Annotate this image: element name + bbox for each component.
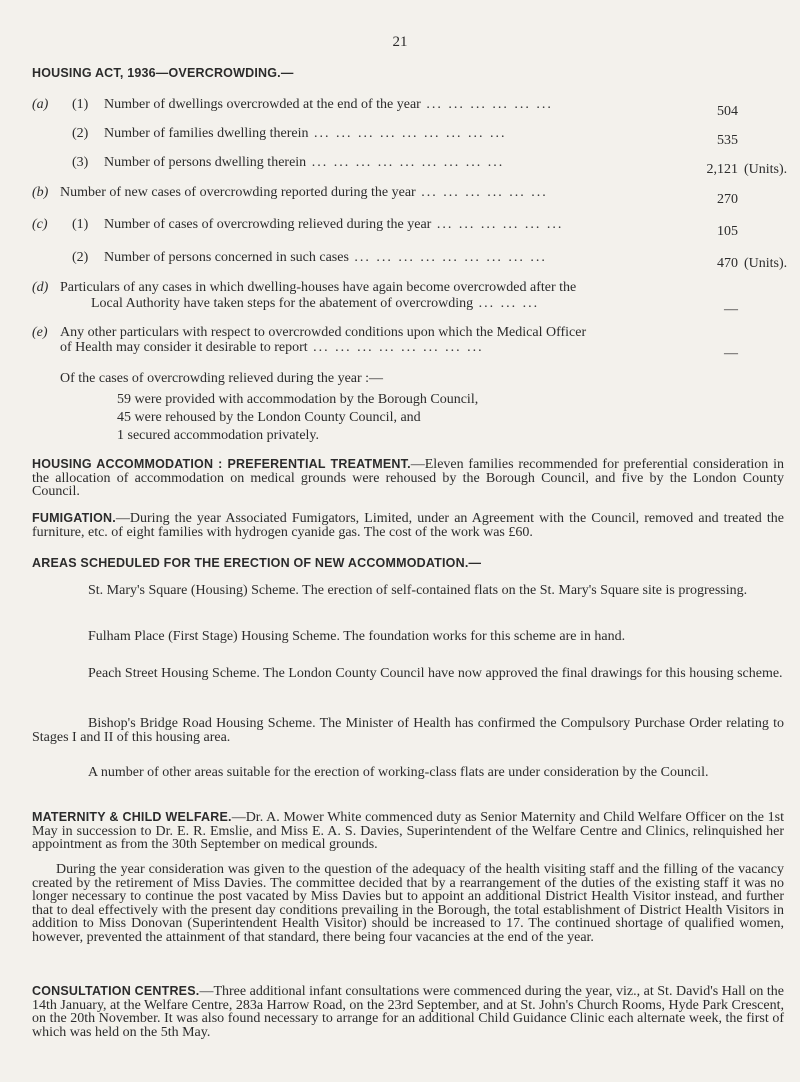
maternity-paragraph-2: During the year consideration was given to the question of the adequacy of the health visiting staff and the filling of the vacancy created by the retirement of Miss Davies. The committee decided that by a rearrangement of the duties of the existing staff it was no longer necessary to continue the post vacated by Miss Davies but to appoint an additional District Health Visitor instead, and further that to deal effectively with the present day conditions prevailing in the Borough, the total establishment of District Health Visitors in addition to Miss Donovan (Superintendent Health Visitor) should be increased to 17. The continued shortage of qualified women, however, prevented the attainment of that standard, there being four vacancies at the end of the year. [32, 862, 784, 945]
item-unit: (Units). [744, 256, 788, 271]
item-letter: (a) [32, 97, 49, 112]
item-text-line2: Local Authority have taken steps for the abatement of overcrowding ... ... ... [91, 296, 540, 311]
item-text: Number of persons concerned in such cases ... ... ... ... ... ... ... ... ... [104, 250, 547, 265]
item-number: (3) [72, 155, 89, 170]
maternity-body: —Dr. A. Mower White commenced duty as Senior Maternity and Child Welfare Officer on the 1st May in succession to Dr. E. R. Emslie, and Miss E. A. S. Davies, Superintendent of the Welfare Centre and Clinics, relinquished her appointment as from the 30th September on medical grounds. [32, 810, 784, 852]
fumigation-paragraph [32, 512, 784, 539]
item-text-line2: of Health may consider it desirable to report ... ... ... ... ... ... ... ... [60, 340, 484, 355]
areas-paragraph: A number of other areas suitable for the erection of working-class flats are under consideration by the Council. [88, 765, 709, 780]
item-value: 470 [717, 256, 738, 271]
item-letter: (d) [32, 280, 49, 295]
preferential-body: —Eleven families recommended for preferential consideration in the allocation of accommodation on medical grounds were rehoused by the Borough Council, and five by the London County Council. [32, 457, 784, 499]
item-letter: (b) [32, 185, 49, 200]
fumigation-body: —During the year Associated Fumigators, Limited, under an Agreement with the Council, removed and treated the furniture, etc. of eight families with hydrogen cyanide gas. The cost of the work was £60. [32, 511, 784, 540]
page-number: 21 [392, 34, 408, 50]
preferential-paragraph [32, 458, 784, 499]
areas-paragraph: Peach Street Housing Scheme. The London County Council have now approved the final drawings for this housing scheme. [88, 666, 783, 681]
item-text: Number of persons dwelling therein ... ... ... ... ... ... ... ... ... [104, 155, 505, 170]
item-number: (1) [72, 97, 89, 112]
relieved-item: 59 were provided with accommodation by the Borough Council, [117, 392, 479, 407]
item-value: 504 [717, 104, 738, 119]
areas-paragraph: Bishop's Bridge Road Housing Scheme. The Minister of Health has confirmed the Compulsory Purchase Order relating to Stages I and II of this housing area. [32, 716, 784, 745]
relieved-item: 45 were rehoused by the London County Council, and [117, 410, 421, 425]
consultation-paragraph [32, 985, 784, 1039]
areas-paragraph: Fulham Place (First Stage) Housing Scheme. The foundation works for this scheme are in hand. [88, 629, 626, 644]
relieved-item: 1 secured accommodation privately. [117, 428, 320, 443]
item-value: 2,121 [706, 162, 738, 177]
item-text-line1: Particulars of any cases in which dwelling-houses have again become overcrowded after the [60, 280, 577, 295]
preferential-heading: HOUSING ACCOMMODATION : PREFERENTIAL TREATMENT. [32, 457, 411, 471]
item-value: — [724, 302, 738, 317]
consultation-body: —Three additional infant consultations were commenced during the year, viz., at St. David's Hall on the 14th January, at the Welfare Centre, 283a Harrow Road, on the 23rd September, and at St. John's Church Rooms, Hyde Park Crescent, on the 20th November. It was also found necessary to arrange for an additional Child Guidance Clinic each alternate week, the first of which was held on the 5th May. [32, 984, 784, 1040]
item-text: Number of cases of overcrowding relieved during the year ... ... ... ... ... ... [104, 217, 564, 232]
item-value: — [724, 346, 738, 361]
overcrowding-heading: HOUSING ACT, 1936—OVERCROWDING.— [32, 66, 294, 80]
item-letter: (e) [32, 325, 48, 340]
item-text: Number of families dwelling therein ... ... ... ... ... ... ... ... ... [104, 126, 507, 141]
item-unit: (Units). [744, 162, 788, 177]
item-value: 270 [717, 192, 738, 207]
areas-heading: AREAS SCHEDULED FOR THE ERECTION OF NEW ACCOMMODATION.— [32, 556, 482, 570]
item-value: 105 [717, 224, 738, 239]
areas-paragraph: St. Mary's Square (Housing) Scheme. The erection of self-contained flats on the St. Mary's Square site is progressing. [88, 583, 748, 598]
maternity-paragraph [32, 811, 784, 852]
item-value: 535 [717, 133, 738, 148]
item-number: (2) [72, 126, 89, 141]
item-number: (1) [72, 217, 89, 232]
item-text-line1: Any other particulars with respect to overcrowded conditions upon which the Medical Officer [60, 325, 587, 340]
relieved-intro: Of the cases of overcrowding relieved during the year :— [60, 371, 384, 386]
maternity-heading: MATERNITY & CHILD WELFARE. [32, 810, 232, 824]
item-text: Number of dwellings overcrowded at the end of the year ... ... ... ... ... ... [104, 97, 553, 112]
fumigation-heading: FUMIGATION. [32, 511, 116, 525]
item-letter: (c) [32, 217, 48, 232]
item-text: Number of new cases of overcrowding reported during the year ... ... ... ... ... ... [60, 185, 548, 200]
item-number: (2) [72, 250, 89, 265]
consultation-heading: CONSULTATION CENTRES. [32, 984, 200, 998]
